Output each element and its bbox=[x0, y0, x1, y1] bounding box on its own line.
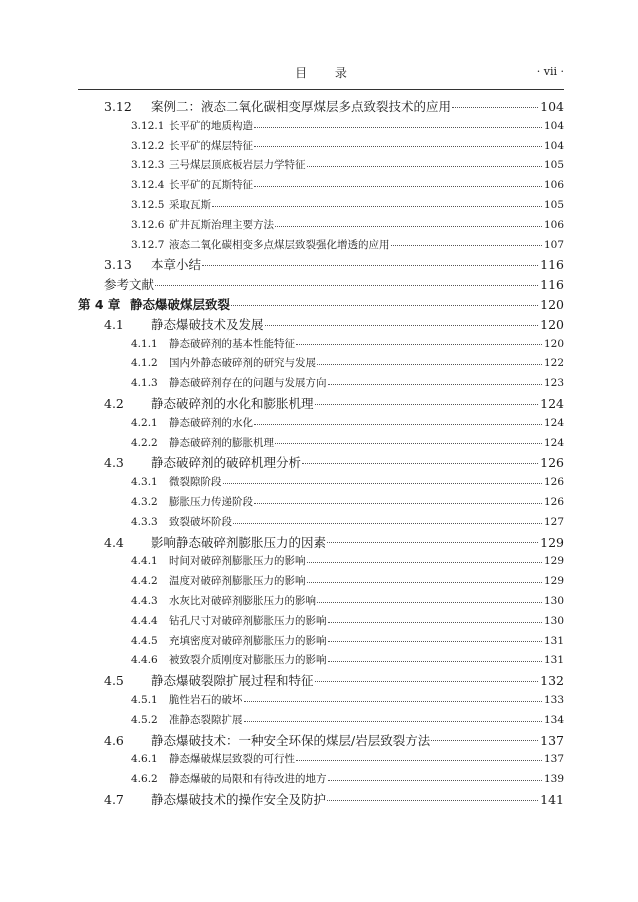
toc-entry-title: 静态爆破技术及发展 bbox=[151, 316, 264, 332]
toc-entry-number: 4.1.3 bbox=[131, 377, 158, 390]
toc-entry[interactable] bbox=[78, 394, 564, 414]
toc-entry[interactable] bbox=[78, 572, 564, 592]
toc-entry[interactable] bbox=[78, 790, 564, 810]
toc-entry-page: 141 bbox=[540, 791, 564, 807]
toc-entry-page: 132 bbox=[540, 673, 564, 689]
toc-entry-title: 静态爆破技术的操作安全及防护 bbox=[151, 791, 327, 807]
toc-entry-number: 4.3.2 bbox=[131, 495, 158, 508]
toc-entry[interactable] bbox=[78, 176, 564, 196]
toc-entry-title: 案例二：液态二氧化碳相变厚煤层多点致裂技术的应用 bbox=[151, 99, 452, 114]
dot-leader bbox=[223, 482, 542, 484]
toc-entry-page: 137 bbox=[540, 732, 564, 748]
header-page-number: · vii · bbox=[536, 65, 564, 78]
toc-entry[interactable] bbox=[78, 255, 564, 275]
dot-leader bbox=[315, 680, 539, 682]
toc-entry-page: 116 bbox=[540, 257, 564, 273]
toc-entry-number: 第 4 章 bbox=[78, 296, 121, 312]
dot-leader bbox=[307, 561, 542, 563]
header-title: 目 录 bbox=[295, 66, 359, 80]
toc-entry-title: 长平矿的煤层特征 bbox=[169, 139, 253, 152]
toc-entry-title: 静态爆破的局限和有待改进的地方 bbox=[169, 773, 327, 786]
toc-entry-title: 被致裂介质刚度对膨胀压力的影响 bbox=[169, 654, 327, 667]
toc-entry[interactable] bbox=[78, 533, 564, 553]
toc-entry-number: 4.6.1 bbox=[131, 753, 158, 766]
toc-entry[interactable] bbox=[78, 156, 564, 176]
toc-entry-page: 105 bbox=[543, 159, 564, 172]
dot-leader bbox=[254, 145, 542, 147]
toc-entry-number: 4.4 bbox=[104, 534, 124, 550]
dot-leader bbox=[307, 581, 542, 583]
dot-leader bbox=[328, 621, 542, 623]
toc-entry-title: 致裂破坏阶段 bbox=[169, 515, 232, 528]
toc-entry-number: 3.12.2 bbox=[131, 139, 165, 152]
toc-entry-number: 4.3 bbox=[104, 455, 124, 471]
toc-entry-number: 4.2.2 bbox=[131, 436, 158, 449]
toc-entry-number: 4.4.2 bbox=[131, 575, 158, 588]
toc-entry[interactable] bbox=[78, 137, 564, 157]
toc-entry[interactable] bbox=[78, 275, 564, 295]
dot-leader bbox=[254, 185, 542, 187]
toc-entry-number: 4.1 bbox=[104, 316, 124, 332]
toc-entry-title: 静态破碎剂的水化 bbox=[169, 416, 253, 429]
toc-entry-title: 钻孔尺寸对破碎剂膨胀压力的影响 bbox=[169, 614, 327, 627]
toc-entry-number: 3.13 bbox=[104, 257, 132, 273]
toc-entry-page: 104 bbox=[540, 99, 564, 114]
toc-entry-title: 静态破碎剂的破碎机理分析 bbox=[151, 455, 302, 471]
toc-entry-page: 106 bbox=[543, 179, 564, 192]
toc-entry-number: 3.12.3 bbox=[131, 159, 165, 172]
toc-entry[interactable] bbox=[78, 711, 564, 731]
dot-leader bbox=[254, 126, 542, 128]
dot-leader bbox=[296, 759, 542, 761]
toc-entry[interactable] bbox=[78, 414, 564, 434]
toc-entry-number: 4.3.3 bbox=[131, 515, 158, 528]
toc-entry-title: 水灰比对破碎剂膨胀压力的影响 bbox=[169, 594, 316, 607]
toc-entry-title: 静态破碎剂存在的问题与发展方向 bbox=[169, 377, 327, 390]
toc-entry-page: 120 bbox=[540, 316, 564, 332]
toc-entry-page: 129 bbox=[543, 555, 564, 568]
toc-entry[interactable] bbox=[78, 651, 564, 671]
table-of-contents bbox=[78, 97, 564, 810]
toc-entry[interactable] bbox=[78, 592, 564, 612]
toc-entry-page: 104 bbox=[543, 119, 564, 132]
dot-leader bbox=[328, 779, 542, 781]
toc-entry-number: 3.12 bbox=[104, 99, 132, 114]
dot-leader bbox=[244, 700, 542, 702]
header-rule bbox=[78, 89, 564, 90]
dot-leader bbox=[328, 660, 542, 662]
dot-leader bbox=[231, 304, 538, 306]
dot-leader bbox=[212, 205, 542, 207]
toc-entry[interactable] bbox=[78, 513, 564, 533]
toc-entry-title: 温度对破碎剂膨胀压力的影响 bbox=[169, 575, 306, 588]
dot-leader bbox=[254, 423, 542, 425]
toc-entry[interactable] bbox=[78, 612, 564, 632]
toc-entry-title: 时间对破碎剂膨胀压力的影响 bbox=[169, 555, 306, 568]
dot-leader bbox=[307, 165, 542, 167]
dot-leader bbox=[452, 106, 538, 108]
toc-entry-page: 139 bbox=[543, 773, 564, 786]
toc-entry-number: 3.12.6 bbox=[131, 218, 165, 231]
toc-entry[interactable] bbox=[78, 335, 564, 355]
toc-entry-title: 长平矿的瓦斯特征 bbox=[169, 179, 253, 192]
toc-entry[interactable] bbox=[78, 434, 564, 454]
toc-entry[interactable] bbox=[78, 453, 564, 473]
toc-entry-number: 4.6 bbox=[104, 732, 124, 748]
toc-entry-title: 静态破碎剂的基本性能特征 bbox=[169, 337, 295, 350]
toc-entry-title: 静态爆破裂隙扩展过程和特征 bbox=[151, 673, 314, 689]
toc-entry-page: 126 bbox=[540, 455, 564, 471]
toc-entry-number: 4.2 bbox=[104, 395, 124, 411]
toc-entry-title: 三号煤层顶底板岩层力学特征 bbox=[169, 159, 306, 172]
toc-entry[interactable] bbox=[78, 473, 564, 493]
running-header bbox=[78, 64, 564, 84]
toc-entry-page: 126 bbox=[543, 476, 564, 489]
toc-entry[interactable] bbox=[78, 691, 564, 711]
toc-entry[interactable] bbox=[78, 493, 564, 513]
toc-entry-number: 4.5 bbox=[104, 673, 124, 689]
toc-entry[interactable] bbox=[78, 117, 564, 137]
toc-entry-number: 4.4.5 bbox=[131, 634, 158, 647]
toc-entry-title: 准静态裂隙扩展 bbox=[169, 713, 243, 726]
toc-entry-page: 130 bbox=[543, 594, 564, 607]
toc-entry-number: 4.5.1 bbox=[131, 693, 158, 706]
toc-entry-number: 4.6.2 bbox=[131, 773, 158, 786]
toc-entry-page: 126 bbox=[543, 495, 564, 508]
dot-leader bbox=[155, 284, 538, 286]
toc-entry-number: 4.2.1 bbox=[131, 416, 158, 429]
toc-entry[interactable] bbox=[78, 731, 564, 751]
toc-entry-number: 4.4.6 bbox=[131, 654, 158, 667]
toc-entry-page: 123 bbox=[543, 377, 564, 390]
toc-entry-title: 膨胀压力传递阶段 bbox=[169, 495, 253, 508]
toc-entry-page: 129 bbox=[543, 575, 564, 588]
dot-leader bbox=[327, 541, 538, 543]
dot-leader bbox=[327, 799, 538, 801]
dot-leader bbox=[302, 462, 538, 464]
dot-leader bbox=[391, 244, 542, 246]
toc-entry-title: 静态破碎剂的膨胀机理 bbox=[169, 436, 274, 449]
dot-leader bbox=[275, 442, 542, 444]
toc-entry-number: 3.12.7 bbox=[131, 238, 165, 251]
toc-entry[interactable] bbox=[78, 196, 564, 216]
toc-entry-title: 采取瓦斯 bbox=[169, 198, 211, 211]
toc-entry-title: 本章小结 bbox=[151, 257, 202, 273]
toc-entry-page: 116 bbox=[540, 277, 564, 293]
toc-entry-page: 133 bbox=[543, 693, 564, 706]
toc-entry[interactable] bbox=[78, 295, 564, 315]
toc-entry-number: 4.5.2 bbox=[131, 713, 158, 726]
toc-entry-title: 静态爆破技术：一种安全环保的煤层/岩层致裂方法 bbox=[151, 732, 431, 748]
toc-entry[interactable] bbox=[78, 632, 564, 652]
toc-entry-page: 120 bbox=[540, 296, 564, 312]
toc-entry[interactable] bbox=[78, 97, 564, 117]
dot-leader bbox=[265, 324, 539, 326]
toc-entry-title: 矿井瓦斯治理主要方法 bbox=[169, 218, 274, 231]
toc-entry[interactable] bbox=[78, 216, 564, 236]
toc-entry-page: 124 bbox=[540, 395, 564, 411]
dot-leader bbox=[254, 502, 542, 504]
toc-entry-number: 3.12.4 bbox=[131, 179, 165, 192]
toc-entry-page: 122 bbox=[543, 357, 564, 370]
toc-entry-title: 影响静态破碎剂膨胀压力的因素 bbox=[151, 534, 327, 550]
toc-entry-number: 3.12.1 bbox=[131, 119, 165, 132]
dot-leader bbox=[315, 403, 539, 405]
toc-entry[interactable] bbox=[78, 770, 564, 790]
toc-entry-number: 4.4.3 bbox=[131, 594, 158, 607]
toc-entry-number: 4.4.1 bbox=[131, 555, 158, 568]
toc-entry-page: 127 bbox=[543, 515, 564, 528]
toc-entry[interactable] bbox=[78, 315, 564, 335]
dot-leader bbox=[431, 739, 538, 741]
toc-entry-title: 脆性岩石的破坏 bbox=[169, 693, 243, 706]
toc-entry-page: 130 bbox=[543, 614, 564, 627]
toc-entry-page: 131 bbox=[543, 654, 564, 667]
toc-entry-title: 参考文献 bbox=[104, 277, 155, 293]
toc-entry-page: 137 bbox=[543, 753, 564, 766]
toc-entry-title: 国内外静态破碎剂的研究与发展 bbox=[169, 357, 316, 370]
toc-entry-page: 131 bbox=[543, 634, 564, 647]
dot-leader bbox=[328, 383, 542, 385]
toc-entry-number: 4.1.2 bbox=[131, 357, 158, 370]
toc-entry-page: 105 bbox=[543, 198, 564, 211]
toc-entry-number: 4.3.1 bbox=[131, 476, 158, 489]
dot-leader bbox=[233, 522, 542, 524]
toc-entry[interactable] bbox=[78, 552, 564, 572]
toc-entry-title: 微裂隙阶段 bbox=[169, 476, 222, 489]
toc-entry-title: 液态二氧化碳相变多点煤层致裂强化增透的应用 bbox=[169, 238, 390, 251]
dot-leader bbox=[275, 225, 542, 227]
toc-entry-number: 4.7 bbox=[104, 791, 124, 807]
toc-entry[interactable] bbox=[78, 750, 564, 770]
toc-entry-page: 134 bbox=[543, 713, 564, 726]
toc-entry-title: 静态爆破煤层致裂的可行性 bbox=[169, 753, 295, 766]
toc-entry-number: 3.12.5 bbox=[131, 198, 165, 211]
dot-leader bbox=[244, 720, 542, 722]
toc-entry-page: 104 bbox=[543, 139, 564, 152]
toc-entry-number: 4.4.4 bbox=[131, 614, 158, 627]
toc-entry-title: 长平矿的地质构造 bbox=[169, 119, 253, 132]
toc-entry-page: 106 bbox=[543, 218, 564, 231]
toc-entry-page: 129 bbox=[540, 534, 564, 550]
dot-leader bbox=[328, 640, 542, 642]
toc-entry-title: 静态爆破煤层致裂 bbox=[130, 296, 231, 312]
toc-entry-page: 124 bbox=[543, 416, 564, 429]
dot-leader bbox=[296, 343, 542, 345]
dot-leader bbox=[317, 601, 542, 603]
toc-entry-page: 124 bbox=[543, 436, 564, 449]
toc-entry-page: 107 bbox=[543, 238, 564, 251]
toc-entry-title: 充填密度对破碎剂膨胀压力的影响 bbox=[169, 634, 327, 647]
toc-entry[interactable] bbox=[78, 374, 564, 394]
dot-leader bbox=[202, 264, 538, 266]
dot-leader bbox=[317, 363, 542, 365]
toc-entry-number: 4.1.1 bbox=[131, 337, 158, 350]
toc-entry[interactable] bbox=[78, 354, 564, 374]
toc-entry[interactable] bbox=[78, 671, 564, 691]
toc-entry[interactable] bbox=[78, 236, 564, 256]
toc-entry-page: 120 bbox=[543, 337, 564, 350]
toc-entry-title: 静态破碎剂的水化和膨胀机理 bbox=[151, 395, 314, 411]
